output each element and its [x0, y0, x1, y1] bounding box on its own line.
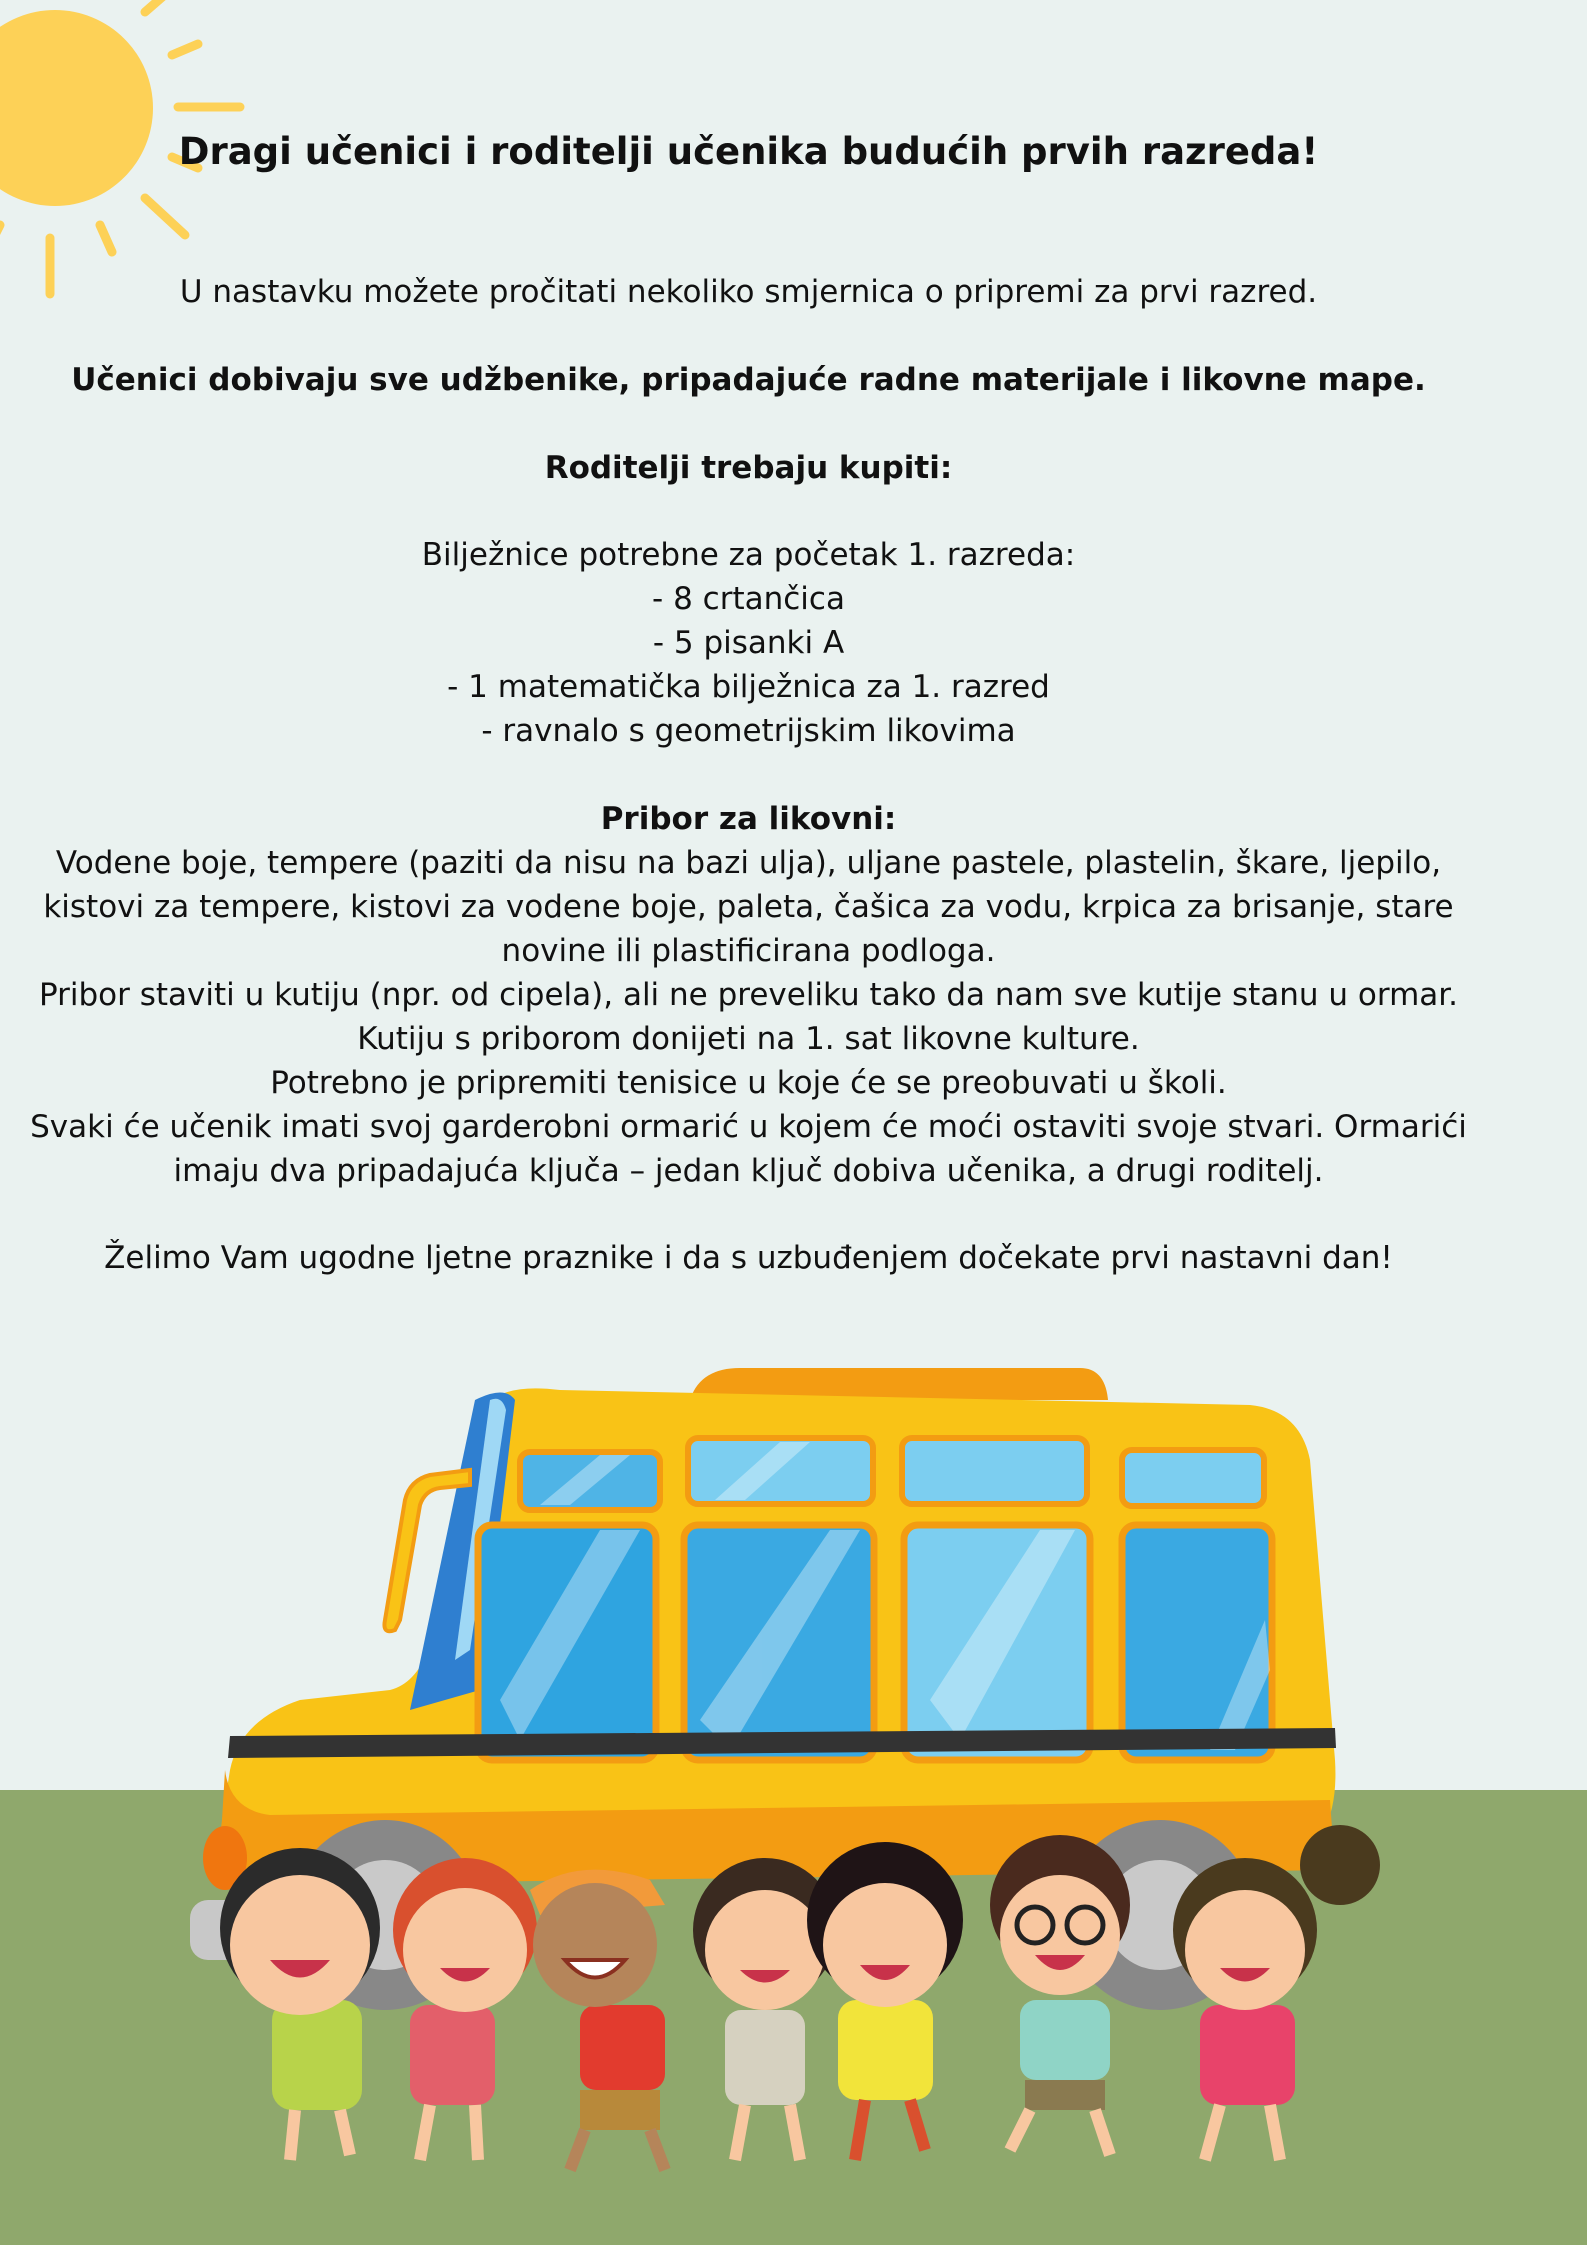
parents-buy-heading-line: Roditelji trebaju kupiti: — [544, 450, 953, 486]
notebook-item: - 1 matematička bilježnica za 1. razred — [447, 669, 1050, 705]
wishes-line: Želimo Vam ugodne ljetne praznike i da s uzbuđenjem dočekate prvi nastavni dan! — [104, 1240, 1393, 1276]
art-list: Vodene boje, tempere (paziti da nisu na bazi ulja), uljane pastele, plastelin, škare, ljepilo, kistovi za tempere, kistovi za vodene boje, paleta, čašica za vodu, krpica za brisanje, stare novine ili plastificirana podloga. — [43, 845, 1454, 969]
parents-buy-heading — [0, 446, 1497, 490]
bring-box-note: Kutiju s priborom donijeti na 1. sat likovne kulture. — [357, 1021, 1140, 1057]
students-receive-line: Učenici dobivaju sve udžbenike, pripadajuće radne materijale i likovne mape. — [71, 362, 1426, 398]
notebook-item: - ravnalo s geometrijskim likovima — [481, 713, 1016, 749]
notebooks-section — [0, 533, 1497, 753]
locker-note: Svaki će učenik imati svoj garderobni ormarić u kojem će moći ostaviti svoje stvari. Ormarići imaju dva pripadajuća ključa – jedan ključ dobiva učenika, a drugi roditelj. — [30, 1109, 1467, 1189]
wishes-text — [0, 1236, 1497, 1280]
notebook-item: - 8 crtančica — [652, 581, 845, 617]
notebooks-heading: Bilježnice potrebne za početak 1. razreda: — [421, 537, 1076, 573]
sneakers-note: Potrebno je pripremiti tenisice u koje će se preobuvati u školi. — [270, 1065, 1227, 1101]
page-title: Dragi učenici i roditelji učenika budućih prvih razreda! — [178, 130, 1319, 173]
students-receive-text — [0, 358, 1497, 402]
intro-line: U nastavku možete pročitati nekoliko smjernica o pripremi za prvi razred. — [179, 274, 1318, 310]
art-supplies-section — [0, 797, 1497, 1193]
box-note: Pribor staviti u kutiju (npr. od cipela), ali ne preveliku tako da nam sve kutije stanu u ormar. — [38, 977, 1459, 1013]
notebook-item: - 5 pisanki A — [652, 625, 845, 661]
art-heading: Pribor za likovni: — [600, 801, 897, 837]
intro-text — [0, 270, 1497, 314]
